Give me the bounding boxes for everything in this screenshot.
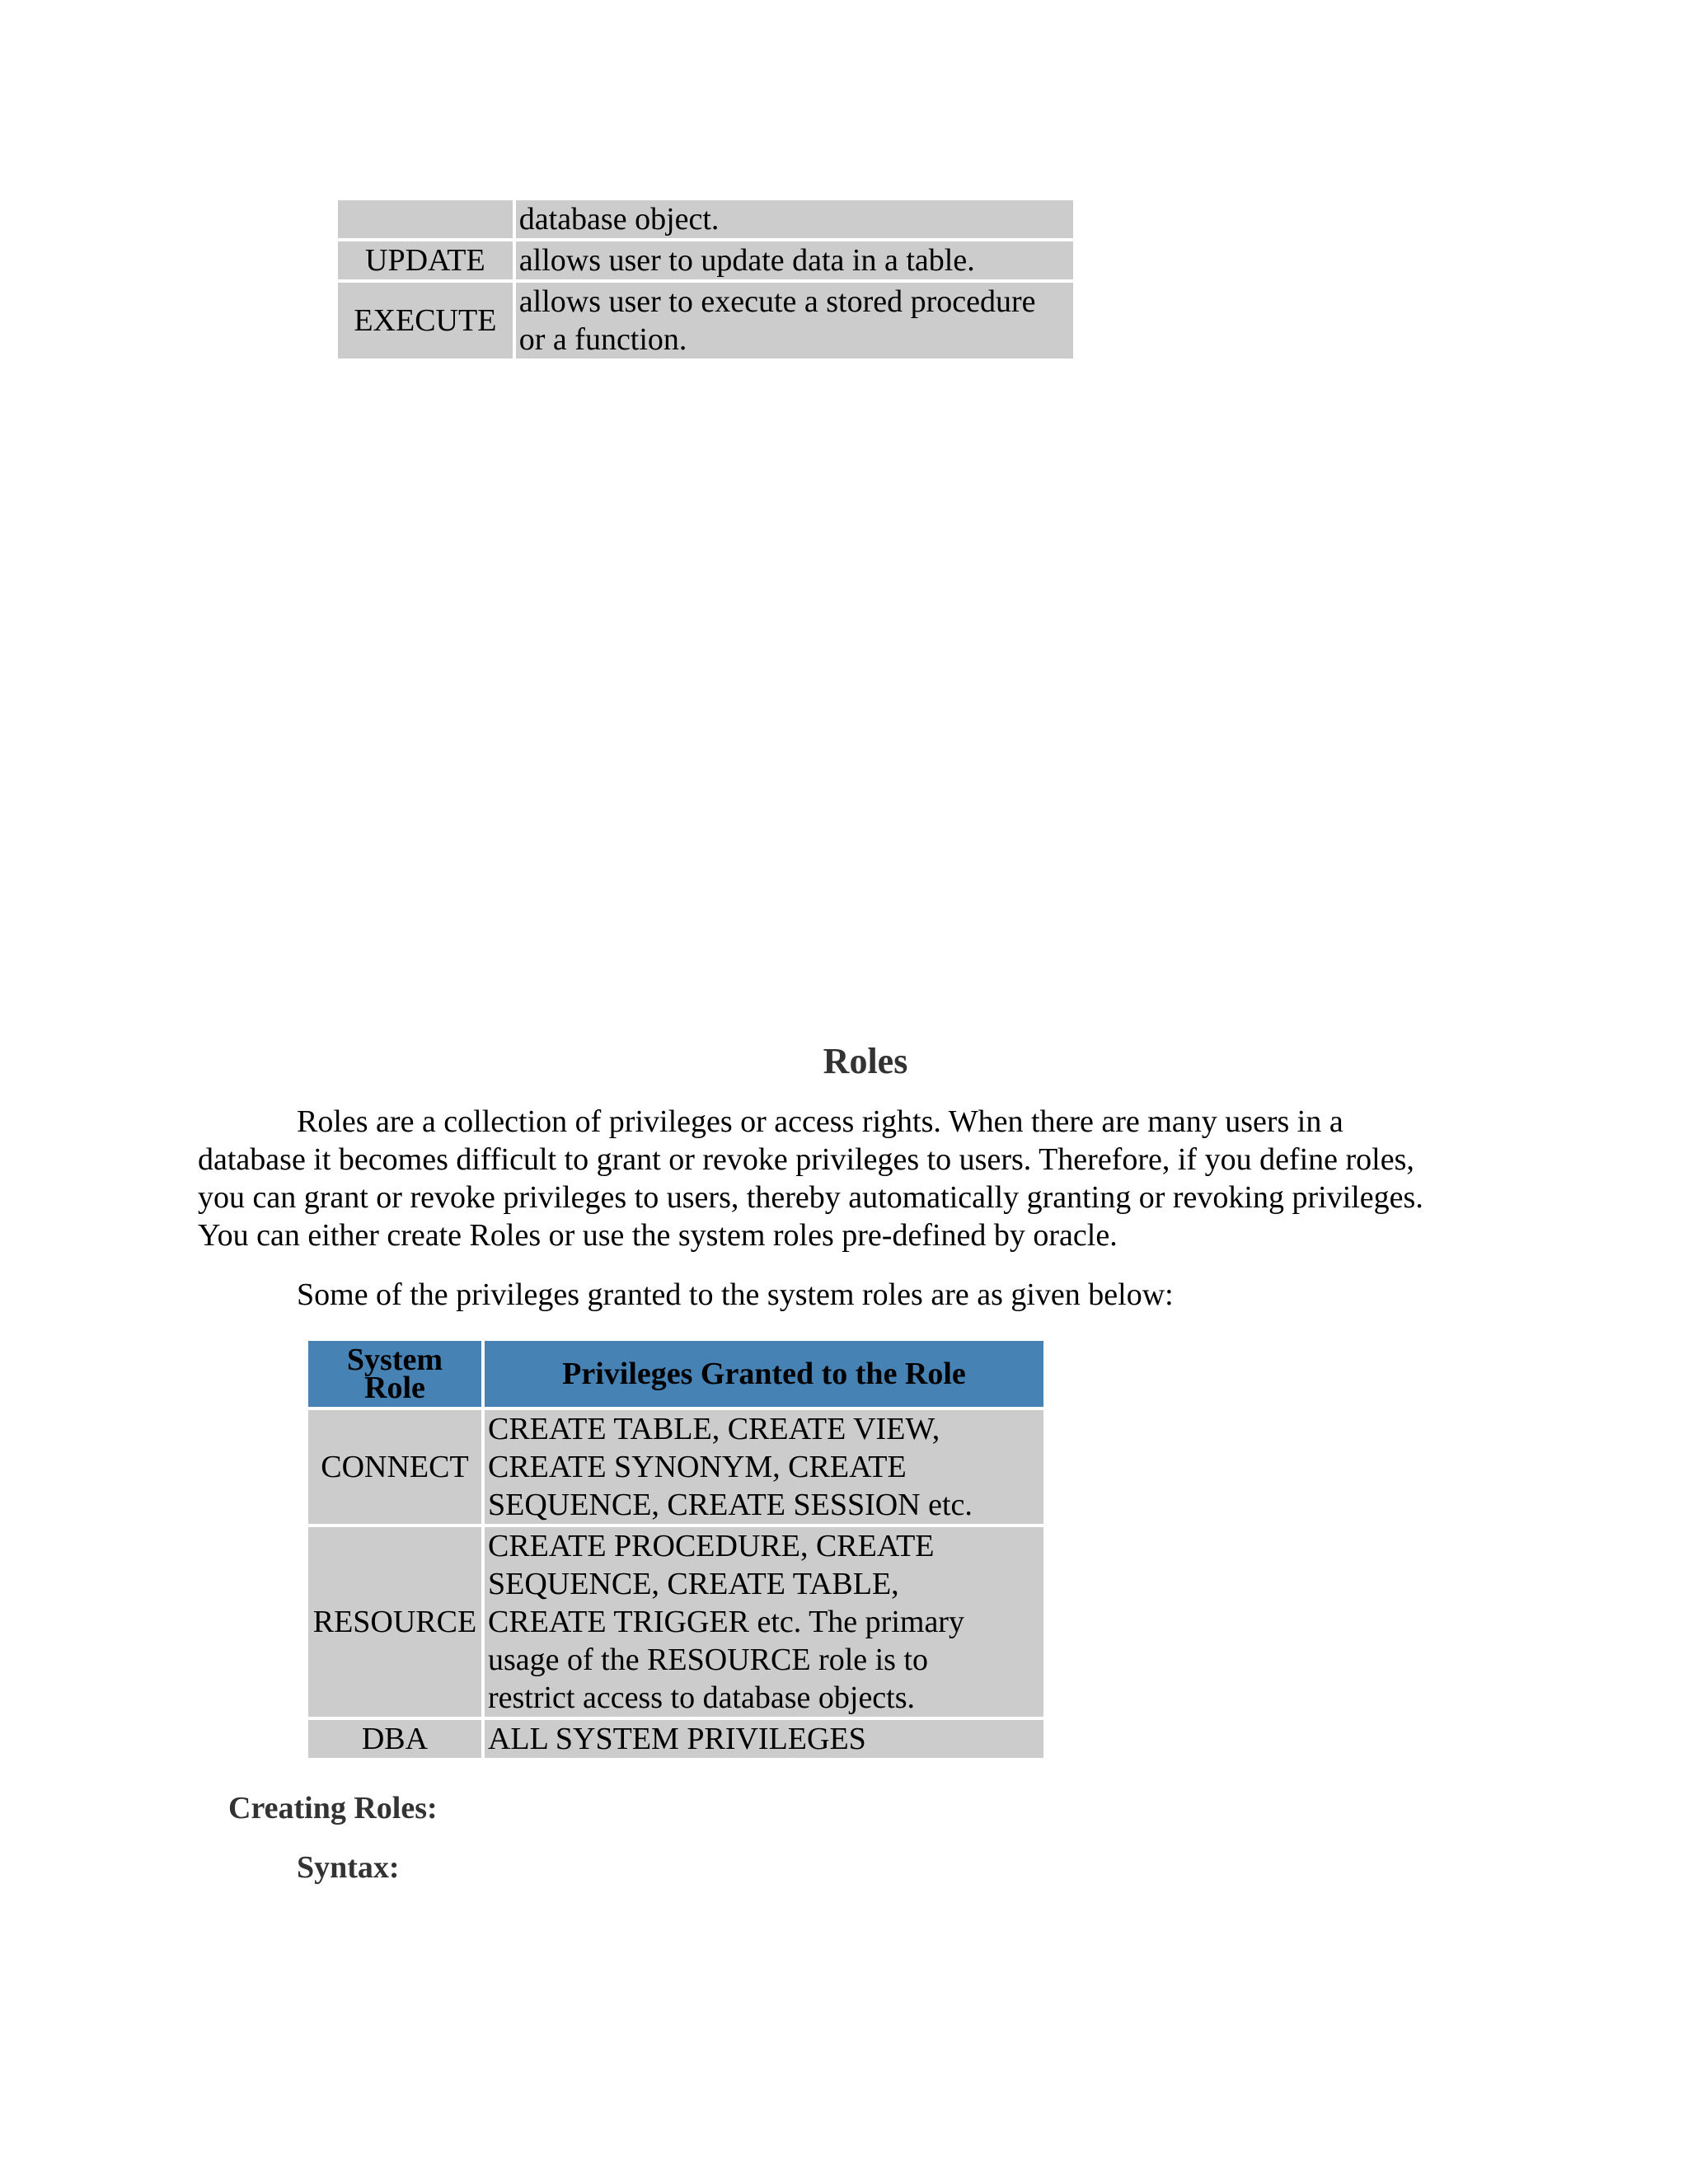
role-privileges (485, 1410, 1043, 1524)
system-roles-table (305, 1338, 1047, 1761)
privileges-line: restrict access to database objects. (487, 1680, 916, 1715)
privileges-line: CREATE TABLE, CREATE VIEW, (487, 1412, 940, 1446)
column-header-system-role (308, 1341, 481, 1407)
syntax-label: Syntax: (297, 1850, 400, 1885)
privileges-line: usage of the RESOURCE role is to (487, 1643, 929, 1677)
role-name: RESOURCE (308, 1527, 481, 1717)
privileges-line: CREATE PROCEDURE, CREATE (487, 1529, 935, 1563)
creating-roles-heading: Creating Roles: (228, 1791, 438, 1825)
privilege-name (338, 200, 513, 238)
role-name: CONNECT (308, 1410, 481, 1524)
roles-paragraph: Roles are a collection of privileges or access rights. When there are many users in a database it becomes difficult to grant or revoke privileges to users. Therefore, if you define roles, you can grant or revoke privileges to users, thereby automatically granting or revoking privileges. You can either create Roles or use the system roles pre-defined by oracle. (198, 1104, 1423, 1253)
description-line: or a function. (518, 322, 687, 357)
table-row (338, 283, 1073, 359)
privileges-table (335, 197, 1076, 362)
privilege-description: database object. (516, 200, 1073, 238)
privileges-line: ALL SYSTEM PRIVILEGES (487, 1722, 866, 1756)
table-row (338, 200, 1073, 238)
privilege-name: EXECUTE (338, 283, 513, 359)
role-privileges (485, 1527, 1043, 1717)
header-line: System (346, 1343, 443, 1377)
privileges-line: SEQUENCE, CREATE TABLE, (487, 1567, 899, 1601)
table-row (308, 1527, 1043, 1717)
table-row (308, 1410, 1043, 1524)
privileges-line: SEQUENCE, CREATE SESSION etc. (487, 1488, 973, 1522)
table-row (308, 1720, 1043, 1758)
table-row (338, 241, 1073, 279)
privileges-line: CREATE TRIGGER etc. The primary (487, 1605, 964, 1639)
role-name: DBA (308, 1720, 481, 1758)
roles-intro: Some of the privileges granted to the system roles are as given below: (297, 1277, 1174, 1312)
column-header-privileges: Privileges Granted to the Role (485, 1341, 1043, 1407)
table-header-row (308, 1341, 1043, 1407)
section-title: Roles (823, 1041, 908, 1081)
header-line: Role (364, 1371, 425, 1405)
role-privileges (485, 1720, 1043, 1758)
privilege-description: allows user to update data in a table. (516, 241, 1073, 279)
privilege-description (516, 283, 1073, 359)
privilege-name: UPDATE (338, 241, 513, 279)
privileges-line: CREATE SYNONYM, CREATE (487, 1450, 907, 1484)
description-line: allows user to execute a stored procedure (518, 284, 1036, 319)
